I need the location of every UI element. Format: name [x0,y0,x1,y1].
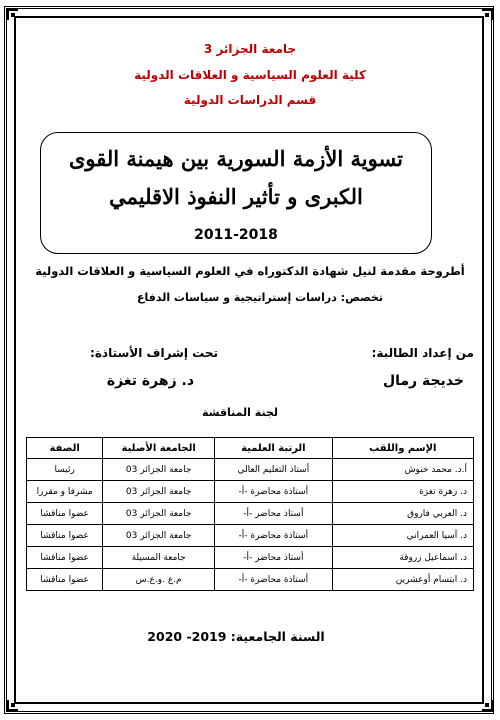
member-rank: أستاذ محاضر -أ- [215,503,333,525]
student-label: من إعداد الطالبة: [371,346,474,360]
table-row [27,525,474,547]
table-header-row [27,438,474,459]
member-role: مشرفا و مقررا [27,481,103,503]
degree-statement: أطروحة مقدمة لنيل شهادة الدكتوراه في العلوم السياسية و العلاقات الدولية [35,264,465,278]
thesis-title-line2: الكبرى و تأثير النفوذ الاقليمي [109,184,363,209]
column-header-role: الصفة [27,438,103,459]
member-name: د. العربي فاروق [332,503,473,525]
member-rank: أستاذة محاضرة -أ- [215,481,333,503]
column-header-rank: الرتبة العلمية [215,438,333,459]
member-university: جامعة الجزائر 03 [103,503,215,525]
column-header-university: الجامعة الأصلية [103,438,215,459]
specialization: تخصص: دراسات إستراتيجية و سياسات الدفاع [137,291,383,304]
department-name: قسم الدراسات الدولية [183,93,317,107]
table-row [27,481,474,503]
corner-ornament [481,7,495,21]
table-row [27,547,474,569]
member-university: م.ع .و.ع.س [103,569,215,591]
member-role: رئيسا [27,459,103,481]
member-university: جامعة الجزائر 03 [103,525,215,547]
corner-ornament [481,699,495,713]
table-row [27,459,474,481]
supervisor-name: د. زهرة تغزة [106,373,194,389]
member-role: عضوا مناقشا [27,569,103,591]
member-role: عضوا مناقشا [27,525,103,547]
member-name: د. زهرة تغزة [332,481,473,503]
supervisor-label: تحت إشراف الأستاذة: [90,346,218,360]
member-rank: أستاذ التعليم العالي [215,459,333,481]
university-name: جامعة الجزائر 3 [203,42,297,56]
faculty-name: كلية العلوم السياسية و العلاقات الدولية [134,68,366,82]
member-rank: أستاذ محاضر -أ- [215,547,333,569]
member-role: عضوا مناقشا [27,547,103,569]
table-row [27,569,474,591]
page-border-inner [14,16,484,704]
thesis-years: 2011-2018 [194,227,278,243]
member-name: د. آسيا العمراني [332,525,473,547]
thesis-title-line1: تسوية الأزمة السورية بين هيمنة القوى [68,146,404,171]
member-rank: أستاذة محاضرة -أ- [215,525,333,547]
academic-year: السنة الجامعية: 2019- 2020 [147,629,325,644]
table-row [27,503,474,525]
member-university: جامعة الجزائر 03 [103,459,215,481]
column-header-name: الإسم واللقب [332,438,473,459]
member-name: د. ابتسام أوعشرين [332,569,473,591]
member-university: جامعة الجزائر 03 [103,481,215,503]
member-university: جامعة المسيلة [103,547,215,569]
student-name: خديجة رمال [382,373,464,389]
jury-title: لجنة المناقشة [201,406,278,419]
corner-ornament [5,7,19,21]
corner-ornament [5,699,19,713]
member-rank: أستاذة محاضرة -أ- [215,569,333,591]
member-name: أ.د. محمد خنوش [332,459,473,481]
jury-table [26,437,474,591]
member-name: د. اسماعيل زروقة [332,547,473,569]
member-role: عضوا مناقشا [27,503,103,525]
